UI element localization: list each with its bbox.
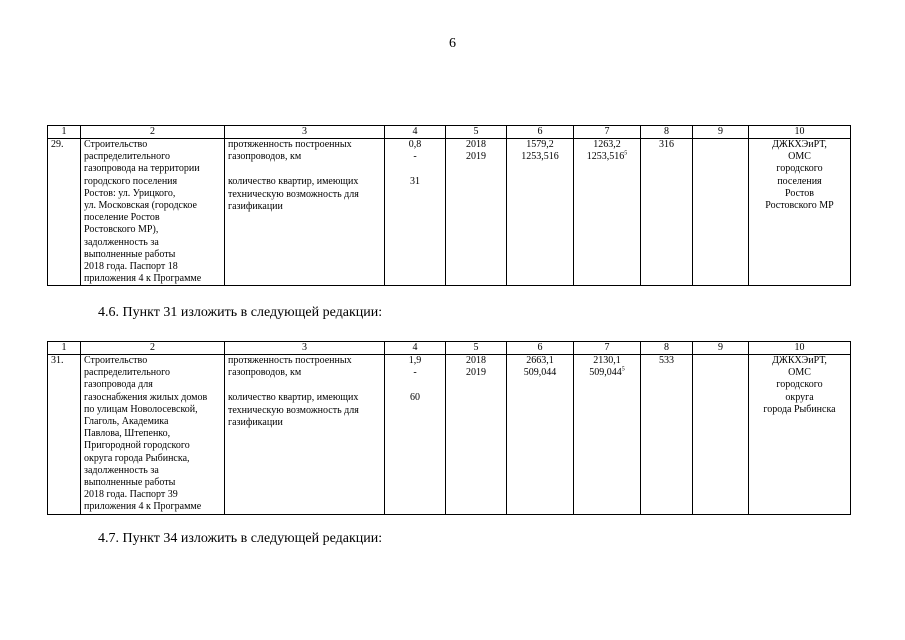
col-header: 8 xyxy=(641,342,693,355)
indicator-values xyxy=(385,139,446,286)
object-name xyxy=(81,139,225,286)
col-header: 1 xyxy=(48,342,81,355)
name-line: ул. Московская (городское xyxy=(84,200,197,212)
section-heading: 4.6. Пункт 31 изложить в следующей редакции: xyxy=(98,305,383,320)
column-header-row xyxy=(48,126,851,139)
name-line: 2018 года. Паспорт 39 xyxy=(84,489,178,501)
col-header: 2 xyxy=(81,126,225,139)
responsible-line: ДЖКХЭиРТ, xyxy=(772,355,827,366)
responsible-line: округа xyxy=(785,391,814,403)
table-item-29 xyxy=(47,125,851,286)
amount: 1253,516 xyxy=(586,151,625,163)
col-header: 4 xyxy=(385,342,446,355)
col-header: 5 xyxy=(446,342,507,355)
responsible-line: городского xyxy=(776,163,823,175)
name-line: выполненные работы xyxy=(84,248,176,260)
years xyxy=(446,355,507,515)
name-line: распределительного xyxy=(84,367,170,379)
name-line: выполненные работы xyxy=(84,477,176,489)
name-line: задолженность за xyxy=(84,464,159,476)
indicator-apartments: количество квартир, имеющих техническую возможность для газификации xyxy=(228,392,359,428)
responsible-line: поселения xyxy=(777,175,822,187)
row-number: 29. xyxy=(48,139,81,286)
table-row xyxy=(48,139,851,286)
indicator-values xyxy=(385,355,446,515)
col-header: 1 xyxy=(48,126,81,139)
col-header: 6 xyxy=(507,342,574,355)
indicators xyxy=(225,355,385,515)
empty-cell xyxy=(693,139,749,286)
responsible-line: Ростов xyxy=(785,187,814,199)
responsible xyxy=(749,355,851,515)
col-header: 7 xyxy=(574,126,641,139)
name-line: Строительство xyxy=(84,355,148,366)
col-header: 10 xyxy=(749,126,851,139)
indicators xyxy=(225,139,385,286)
value-apartments: 31 xyxy=(410,176,420,188)
indicator-apartments: количество квартир, имеющих техническую возможность для газификации xyxy=(228,176,359,212)
amount: 1579,2 xyxy=(526,139,554,150)
col-header: 3 xyxy=(225,126,385,139)
object-name xyxy=(81,355,225,515)
section-heading: 4.7. Пункт 34 изложить в следующей редакции: xyxy=(98,531,383,546)
responsible-line: города Рыбинска xyxy=(763,403,836,415)
cost-other: 316 xyxy=(641,139,693,286)
indicator-length: протяженность построенных газопроводов, км xyxy=(228,139,352,163)
year: 2018 xyxy=(466,355,486,366)
name-line: Ростовского МР), xyxy=(84,224,159,236)
responsible-line: ДЖКХЭиРТ, xyxy=(772,139,827,150)
col-header: 9 xyxy=(693,342,749,355)
col-header: 5 xyxy=(446,126,507,139)
name-line: Павлова, Штепенко, xyxy=(84,428,171,440)
name-line: по улицам Новолосевской, xyxy=(84,403,198,415)
footnote-mark: 5 xyxy=(624,150,628,157)
value-length: 0,8 xyxy=(408,139,422,150)
name-line: Глаголь, Академика xyxy=(84,416,169,428)
col-header: 10 xyxy=(749,342,851,355)
name-line: Пригородной городского xyxy=(84,440,190,452)
amount: 509,044 xyxy=(523,367,557,379)
table-item-31 xyxy=(47,341,851,515)
indicator-length: протяженность построенных газопроводов, км xyxy=(228,355,352,379)
col-header: 6 xyxy=(507,126,574,139)
value-apartments: 60 xyxy=(410,392,420,404)
amount: 509,044 xyxy=(589,367,622,379)
name-line: Ростов: ул. Урицкого, xyxy=(84,187,176,199)
cost-total xyxy=(507,355,574,515)
amount: 1253,516 xyxy=(521,151,559,163)
col-header: 3 xyxy=(225,342,385,355)
column-header-row xyxy=(48,342,851,355)
col-header: 4 xyxy=(385,126,446,139)
cost-total xyxy=(507,139,574,286)
amount: 2663,1 xyxy=(526,355,554,366)
name-line: приложения 4 к Программе xyxy=(84,501,202,513)
col-header: 8 xyxy=(641,126,693,139)
name-line: округа города Рыбинска, xyxy=(84,452,190,464)
amount: 1263,2 xyxy=(593,139,621,150)
responsible-line: ОМС xyxy=(788,151,811,163)
name-line: газопровода для xyxy=(84,379,153,391)
table-row xyxy=(48,355,851,515)
responsible-line: городского xyxy=(776,379,823,391)
name-line: приложения 4 к Программе xyxy=(84,273,202,285)
value-dash: - xyxy=(413,367,417,379)
year: 2018 xyxy=(466,139,486,150)
name-line: распределительного xyxy=(84,151,170,163)
name-line: поселение Ростов xyxy=(84,212,160,224)
years xyxy=(446,139,507,286)
name-line: газопровода на территории xyxy=(84,163,200,175)
name-line: Строительство xyxy=(84,139,148,150)
empty-cell xyxy=(693,355,749,515)
name-line: городского поселения xyxy=(84,175,178,187)
cost-budget xyxy=(574,139,641,286)
name-line: газоснабжения жилых домов xyxy=(84,391,208,403)
responsible-line: ОМС xyxy=(788,367,811,379)
responsible-line: Ростовского МР xyxy=(765,200,834,212)
row-number: 31. xyxy=(48,355,81,515)
name-line: задолженность за xyxy=(84,236,159,248)
col-header: 7 xyxy=(574,342,641,355)
cost-other: 533 xyxy=(641,355,693,515)
cost-budget xyxy=(574,355,641,515)
year: 2019 xyxy=(466,367,486,379)
page-number: 6 xyxy=(449,36,456,51)
year: 2019 xyxy=(466,151,486,163)
value-length: 1,9 xyxy=(408,355,422,366)
footnote-mark: 5 xyxy=(621,366,625,373)
name-line: 2018 года. Паспорт 18 xyxy=(84,261,178,273)
col-header: 9 xyxy=(693,126,749,139)
col-header: 2 xyxy=(81,342,225,355)
responsible xyxy=(749,139,851,286)
value-dash: - xyxy=(413,151,417,163)
amount: 2130,1 xyxy=(593,355,621,366)
